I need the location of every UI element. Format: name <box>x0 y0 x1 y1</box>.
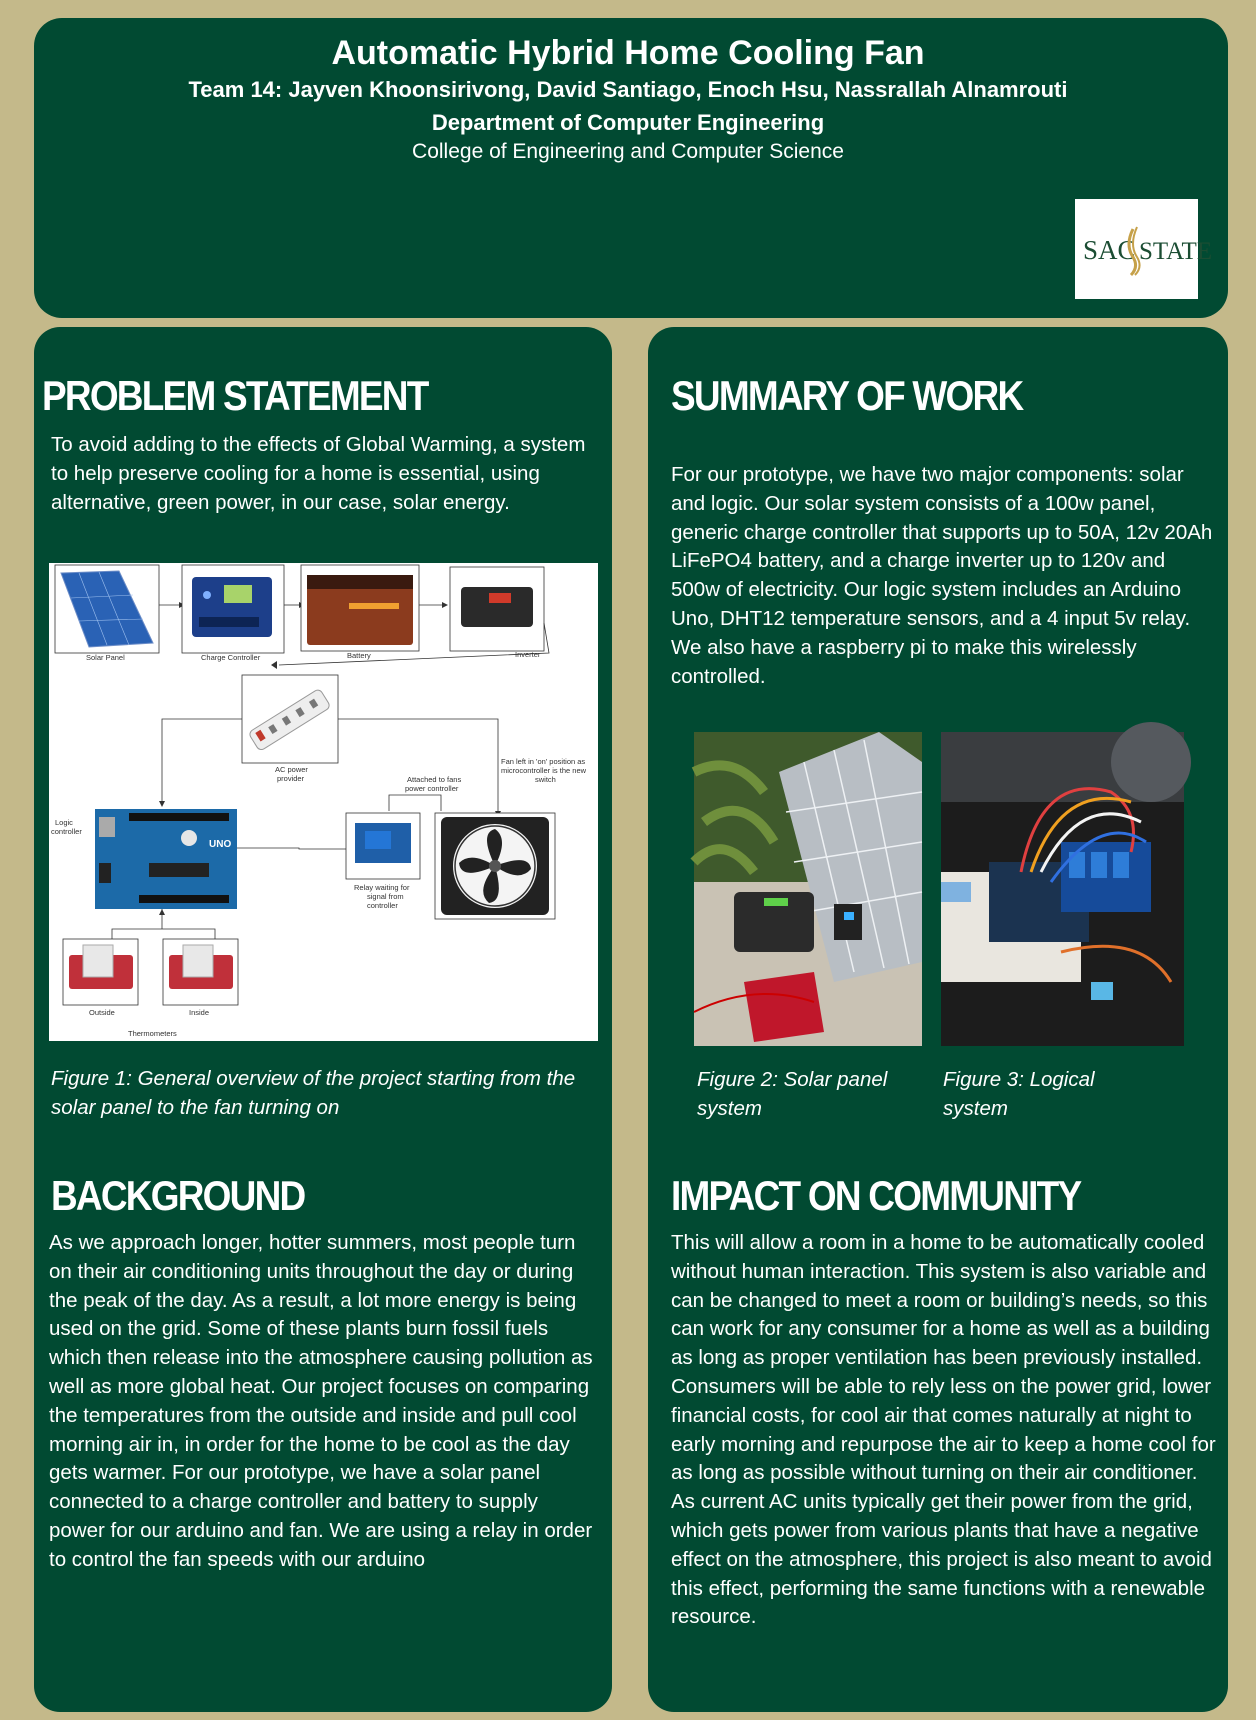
outside-thermometer-illustration <box>63 939 138 1005</box>
charge-controller-illustration <box>182 565 284 653</box>
background-heading: BACKGROUND <box>51 1172 305 1219</box>
label-ac-power-1: AC power <box>275 765 308 774</box>
figure-3-caption: Figure 3: Logical system <box>943 1068 1095 1120</box>
ac-power-strip-illustration <box>242 675 338 763</box>
sac-state-logo <box>1075 199 1212 299</box>
battery-illustration <box>301 565 419 651</box>
box-fan-illustration <box>435 813 555 919</box>
label-thermometers: Thermometers <box>128 1029 177 1038</box>
label-inverter: Inverter <box>515 650 541 659</box>
label-relay-1: Relay waiting for <box>354 883 410 892</box>
poster-title: Automatic Hybrid Home Cooling Fan <box>331 34 925 72</box>
college: College of Engineering and Computer Science <box>412 140 844 163</box>
label-outside: Outside <box>89 1008 115 1017</box>
label-fan-note-3: switch <box>535 775 556 784</box>
inside-thermometer-illustration <box>163 939 238 1005</box>
background-text: As we approach longer, hotter summers, most people turn on their air conditioning units throughout the day or during the peak of the day. As a result, a lot more energy is being used on the grid. Some of these plants burn fossil fuels which then release into the atmosphere causing pollution as well as more global heat. Our project focuses on comparing the temperatures from the outside and inside and pull cool morning air in, in order for the home to be cool as the day gets warmer. For our prototype, we have a solar panel connected to a charge controller and battery to supply power for our arduino and fan. We are using a relay in order to control the fan speeds with our arduino <box>49 1231 593 1571</box>
solar-panel-photo <box>694 732 922 1046</box>
label-attached-2: power controller <box>405 784 459 793</box>
label-relay-3: controller <box>367 901 398 910</box>
problem-statement-heading: PROBLEM STATEMENT <box>42 372 428 419</box>
impact-text: This will allow a room in a home to be automatically cooled without human interaction. This system is also variable and can be changed to meet a room or building’s needs, so this can work for any consumer for a home as well as a building as long as proper ventilation has been previously installed. Consumers will be able to rely less on the power grid, lower financial costs, for cool air that comes naturally at night to early morning and repurpose the air to keep a home cool for as long as possible without turning on their air conditioner. As current AC units typically get their power from the grid, which gets power from various plants that have a negative effect on the atmosphere, this project is also meant to avoid this effect, performing the same functions with a renewable resource. <box>671 1231 1216 1629</box>
svg-text:STATE: STATE <box>1139 238 1212 265</box>
impact-heading: IMPACT ON COMMUNITY <box>671 1172 1081 1219</box>
problem-statement-text: To avoid adding to the effects of Global Warming, a system to help preserve cooling for a home is essential, using alternative, green power, in our case, solar energy. <box>51 433 586 514</box>
team-members: Team 14: Jayven Khoonsirivong, David Santiago, Enoch Hsu, Nassrallah Alnamrouti <box>188 77 1068 102</box>
department: Department of Computer Engineering <box>431 110 825 135</box>
logo-graphic <box>1079 219 1212 279</box>
solar-panel-illustration <box>55 565 159 653</box>
system-overview-diagram <box>49 563 598 1041</box>
svg-text:SAC: SAC <box>1083 235 1136 265</box>
label-relay-2: signal from <box>367 892 404 901</box>
label-solar-panel: Solar Panel <box>86 653 125 662</box>
svg-text:UNO: UNO <box>209 839 232 850</box>
figure-2-caption: Figure 2: Solar panel system <box>697 1068 888 1120</box>
label-battery: Battery <box>347 651 371 660</box>
figure-1-caption: Figure 1: General overview of the project starting from the solar panel to the fan turning on <box>51 1067 576 1119</box>
logical-system-photo <box>941 732 1184 1046</box>
summary-heading: SUMMARY OF WORK <box>671 372 1023 419</box>
label-fan-note-1: Fan left in 'on' position as <box>501 757 586 766</box>
inverter-illustration <box>450 567 544 651</box>
relay-illustration <box>346 813 420 879</box>
label-attached-1: Attached to fans <box>407 775 462 784</box>
label-ac-power-2: provider <box>277 774 305 783</box>
arduino-illustration <box>95 809 237 909</box>
label-fan-note-2: microcontroller is the new <box>501 766 587 775</box>
label-logic-1: Logic <box>55 818 73 827</box>
label-inside: Inside <box>189 1008 210 1017</box>
summary-text: For our prototype, we have two major components: solar and logic. Our solar system consists of a 100w panel, generic charge controller that supports up to 50A, 12v 20Ah LiFePO4 battery, and a charge inverter up to 120v and 500w of electricity. Our logic system includes an Arduino Uno, DHT12 temperature sensors, and a 4 input 5v relay. We also have a raspberry pi to make this wirelessly controlled. <box>671 463 1213 688</box>
label-charge-controller: Charge Controller <box>201 653 261 662</box>
label-logic-2: controller <box>51 827 82 836</box>
